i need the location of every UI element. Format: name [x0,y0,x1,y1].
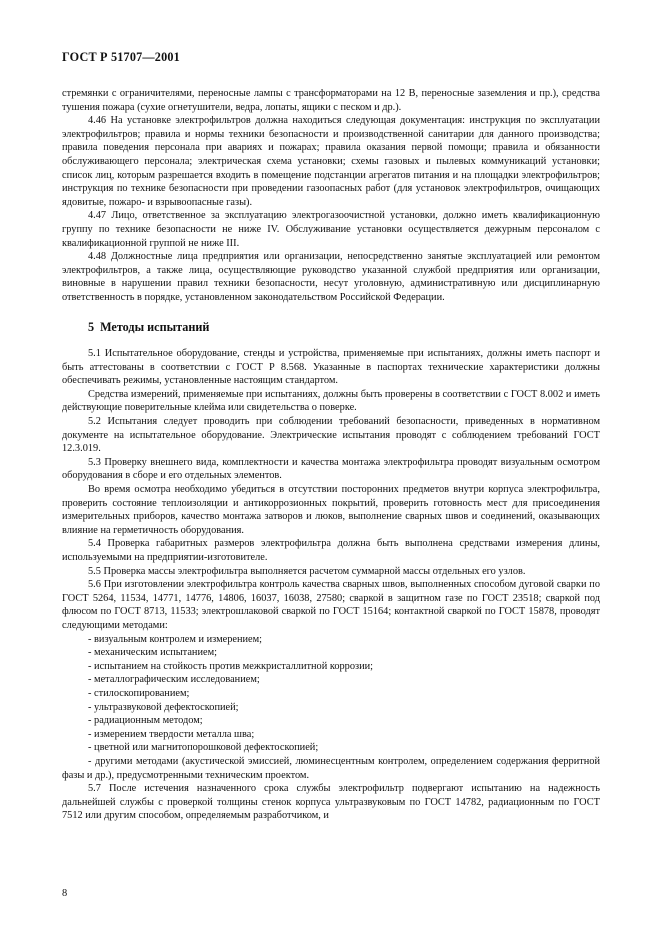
paragraph-5-5: 5.5 Проверка массы электрофильтра выполняется расчетом суммарной массы отдельных его узлов. [88,565,526,577]
list-item: - стилоскопированием; [88,687,190,699]
list-item: - ультразвуковой дефектоскопией; [88,701,239,713]
list-item: - металлографическим исследованием; [88,674,260,686]
paragraph-5-7: 5.7 После истечения назначенного срока службы электрофильтр подвергают испытанию на надежность дальнейшей службы с проверкой толщины стенок корпуса ультразвуковым по ГОСТ 14782, радиационным по ГОСТ 7512 или другим способом, определяемым разработчиком, и [62,783,600,822]
section-number: 5 [88,319,95,334]
list-item: - цветной или магнитопорошковой дефектоскопией; [88,742,319,754]
paragraph-4-46: 4.46 На установке электрофильтров должна находиться следующая документация: инструкция по эксплуатации электрофильтров; правила и нормы техники безопасности и производственной санитарии для данного производства; правила поведения персонала при авариях и пожарах; правила оказания первой помощи; правила и обязанности обслуживающего персонала; электрическая схема установки; схемы газовых и пылевых коммуникаций установки; список лиц, которым разрешается входить в помещение подстанции агрегатов питания и на площадки электрофильтров; инструкция по технике безопасности при проведении газоопасных работ (для установок электрофильтров, очищающих ядовитые, пожаро- и взрывоопасные газы). [62,115,600,208]
section-heading [88,321,600,335]
paragraph-5-4: 5.4 Проверка габаритных размеров электрофильтра должна быть выполнена средствами измерения длины, используемыми на предприятии-изготовителе. [62,538,600,563]
page-number: 8 [62,888,68,899]
list-item: - визуальным контролем и измерением; [88,633,263,645]
list-item: - другими методами (акустической эмиссией, люминесцентным контролем, определением содержания ферритной фазы и др.), предусмотренными техническим проектом. [62,755,600,781]
paragraph: Средства измерений, применяемые при испытаниях, должны быть проверены в соответствии с ГОСТ 8.002 и иметь действующие поверительные клейма или свидетельства о поверке. [62,388,600,414]
list-item: - измерением твердости металла шва; [88,728,255,740]
paragraph-5-6: 5.6 При изготовлении электрофильтра контроль качества сварных швов, выполненных способом дуговой сварки по ГОСТ 5264, 11534, 14771, 14776, 14806, 16037, 16038, 27580; сваркой в защитном газе по ГОСТ 23518; сваркой под флюсом по ГОСТ 8713, 11533; электрошлаковой сваркой по ГОСТ 15164; контактной сваркой по ГОСТ 15878, проводят следующими методами: [62,579,600,631]
paragraph-5-1: 5.1 Испытательное оборудование, стенды и устройства, применяемые при испытаниях, должны иметь паспорт и быть аттестованы в соответствии с ГОСТ Р 8.568. Указанные в паспортах технические характеристики должны обеспечивать режимы, установленные настоящим стандартом. [62,348,600,387]
paragraph-4-47: 4.47 Лицо, ответственное за эксплуатацию электрогазоочистной установки, должно иметь квалификационную группу по технике безопасности не ниже IV. Обслуживание установки осуществляется дежурным персоналом с квалификационной группой не ниже III. [62,210,600,249]
paragraph-5-3: 5.3 Проверку внешнего вида, комплектности и качества монтажа электрофильтра проводят визуальным осмотром оборудования в сборе и его отдельных элементов. [62,456,600,482]
paragraph-4-48: 4.48 Должностные лица предприятия или организации, непосредственно занятые эксплуатацией или ремонтом электрофильтров, а также лица, осуществляющие руководство указанной службой предприятия или организации, виновные в нарушении правил техники безопасности, несут уголовную, административную или дисциплинарную ответственность в порядке, установленном законодательством Российской Федерации. [62,251,600,303]
body-text [62,87,600,823]
paragraph-5-2: 5.2 Испытания следует проводить при соблюдении требований безопасности, приведенных в нормативном документе на испытательное оборудование. Электрические испытания проводят с соблюдением требований ГОСТ 12.3.019. [62,416,600,455]
section-title: Методы испытаний [100,319,210,334]
paragraph: Во время осмотра необходимо убедиться в отсутствии посторонних предметов внутри корпуса электрофильтра, проверить состояние теплоизоляции и антикоррозионных покрытий, проверить готовность мест для присоединения измерительных приборов, качество монтажа затворов и люков, выполнение сварных швов и соединений, оказывающих влияние на герметичность оборудования. [62,484,600,536]
paragraph: стремянки с ограничителями, переносные лампы с трансформаторами на 12 В, переносные заземления и пр.), средства тушения пожара (сухие огнетушители, ведра, лопаты, ящики с песком и др.). [62,88,600,113]
standard-header: ГОСТ Р 51707—2001 [62,50,180,64]
list-item: - механическим испытанием; [88,647,217,659]
list-item: - радиационным методом; [88,715,203,727]
list-item: - испытанием на стойкость против межкристаллитной коррозии; [88,660,374,672]
